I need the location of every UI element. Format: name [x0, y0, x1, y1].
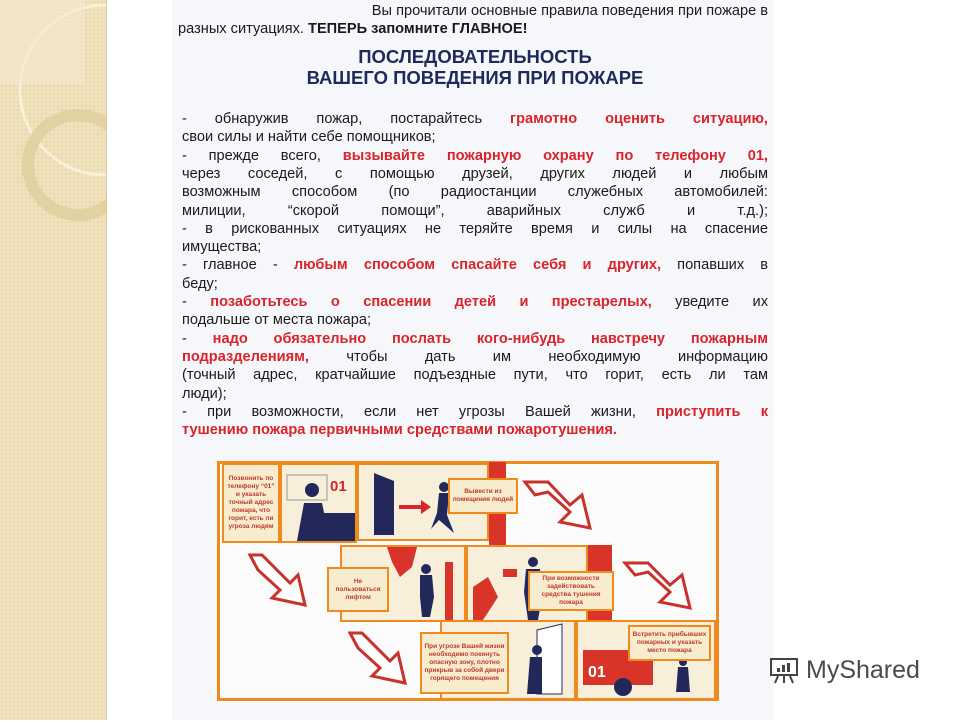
rule-line: [182, 147, 768, 165]
truck-number: 01: [588, 664, 606, 681]
highlighted-text: вызывайте пожарную охрану по телефону 01,: [342, 147, 768, 164]
rule-line: [182, 366, 768, 384]
body-text: попавших в: [661, 257, 769, 274]
body-text: подальше от места пожара;: [182, 312, 372, 329]
caption-extinguish: При возможности задействовать средства тушения пожара: [528, 571, 614, 611]
rule-line: [182, 238, 768, 256]
rule-line: [182, 220, 768, 238]
body-text: -: [182, 330, 213, 347]
rule-line: [182, 385, 768, 403]
body-text: -: [182, 294, 211, 310]
body-text: - обнаружив пожар, постарайтесь: [182, 111, 511, 127]
rule-line: [182, 165, 768, 183]
decorative-circles: [0, 0, 106, 720]
rule-line: [182, 311, 768, 329]
caption-call: Позвонить по телефону “01” и указать точный адрес пожара, что горит, есть ли угроза людям: [222, 463, 280, 543]
rule-line: [182, 348, 768, 366]
body-text: чтобы дать им необходимую информацию: [309, 348, 768, 365]
highlighted-text: любым способом спасайте себя и других,: [293, 257, 662, 274]
body-text: - главное -: [182, 257, 294, 274]
body-text: свои силы и найти себе помощников;: [182, 129, 436, 146]
presentation-board-icon: [768, 655, 800, 685]
body-text: имущества;: [182, 239, 262, 256]
body-text: через соседей, с помощью друзей, других людей и любым: [182, 165, 768, 182]
rule-line: [182, 110, 768, 128]
body-text: (точный адрес, кратчайшие подъездные пути, что горит, есть ли там: [182, 367, 768, 384]
caption-no-lift: Не пользоваться лифтом: [327, 567, 389, 612]
phone-number: 01: [330, 478, 347, 495]
intro-line-1: Вы прочитали основные правила поведения при пожаре в: [371, 3, 768, 19]
rule-line: [182, 256, 768, 274]
page-title-line-2: ВАШЕГО ПОВЕДЕНИЯ ПРИ ПОЖАРЕ: [306, 67, 644, 88]
highlighted-text: тушению пожара первичными средствами пожаротушения.: [182, 422, 617, 439]
body-text: возможным способом (по радиостанции служебных автомобилей:: [182, 184, 768, 201]
highlighted-text: приступить к: [656, 403, 768, 420]
panel-phone: [280, 463, 357, 543]
highlighted-text: позаботьтесь о спасении детей и престарелых,: [210, 294, 652, 310]
body-text: беду;: [182, 275, 218, 292]
watermark-text: MyShared: [806, 655, 920, 684]
highlighted-text: грамотно оценить ситуацию,: [510, 111, 768, 127]
decorative-side-panel: [0, 0, 107, 720]
rule-line: [182, 330, 768, 348]
caption-meet: Встретить прибывших пожарных и указать место пожара: [628, 625, 711, 661]
intro-emphasis: ТЕПЕРЬ запомните ГЛАВНОЕ!: [308, 21, 528, 37]
rule-line: [182, 202, 768, 220]
rule-line: [182, 183, 768, 201]
intro-line-2: [178, 20, 764, 38]
person-phone-icon: [282, 465, 355, 541]
caption-leave: При угрозе Вашей жизни необходимо покинуть опасную зону, плотно прикрыв за собой двери горящего помещения: [420, 632, 509, 694]
myshared-logo: [768, 655, 920, 685]
rule-line: [182, 128, 768, 146]
rule-line: [182, 403, 768, 421]
page-title-line-1: ПОСЛЕДОВАТЕЛЬНОСТЬ: [358, 46, 592, 67]
caption-evacuate: Вывести из помещения людей: [448, 478, 518, 514]
body-text: милиции, “скорой помощи”, аварийных служб и т.д.);: [182, 202, 768, 219]
rule-line: [182, 421, 768, 439]
body-text: уведите их: [651, 294, 768, 310]
highlighted-text: подразделениям,: [182, 348, 309, 365]
rule-line: [182, 275, 768, 293]
body-text: - при возможности, если нет угрозы Вашей жизни,: [182, 403, 657, 420]
intro-text: разных ситуациях.: [178, 21, 309, 37]
body-text: люди);: [182, 385, 227, 402]
rule-line: [182, 293, 768, 311]
body-text: - прежде всего,: [182, 147, 343, 164]
highlighted-text: надо обязательно послать кого-нибудь навстречу пожарным: [212, 330, 769, 347]
body-text: - в рискованных ситуациях не теряйте время и силы на спасение: [182, 220, 768, 237]
